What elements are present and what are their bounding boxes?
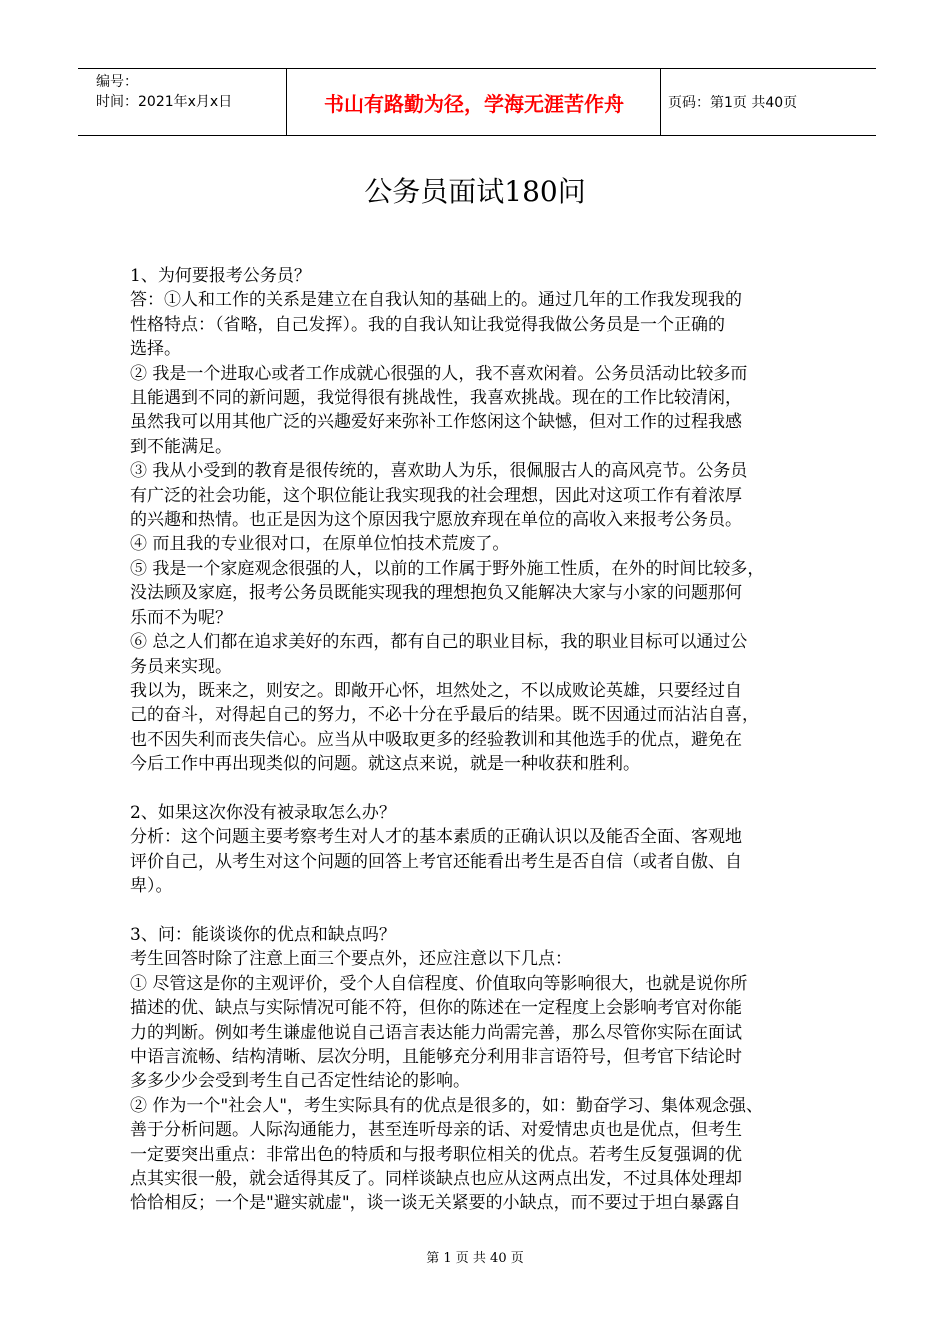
body-line: 选择。 [130,339,181,360]
body-line: 描述的优、缺点与实际情况可能不符，但你的陈述在一定程度上会影响考官对你能 [130,998,742,1019]
document-body [130,264,850,1216]
body-line: 有广泛的社会功能，这个职位能让我实现我的社会理想，因此对这项工作有着浓厚 [130,485,742,506]
body-line: ① 尽管这是你的主观评价，受个人自信程度、价值取向等影响很大，也就是说你所 [130,973,748,994]
page-header [78,68,876,136]
header-motto: 书山有路勤为径，学海无涯苦作舟 [324,91,624,116]
body-line: 恰恰相反；一个是"避实就虚"，谈一谈无关紧要的小缺点，而不要过于坦白暴露自 [130,1193,741,1214]
body-line: 虽然我可以用其他广泛的兴趣爱好来弥补工作悠闲这个缺憾，但对工作的过程我感 [130,412,742,433]
body-line: 考生回答时除了注意上面三个要点外，还应注意以下几点： [130,949,572,970]
body-line: 善于分析问题。人际沟通能力，甚至连听母亲的话、对爱情忠贞也是优点，但考生 [130,1120,742,1141]
header-divider-right [660,68,661,136]
blank-line [130,899,850,923]
body-line: 评价自己，从考生对这个问题的回答上考官还能看出考生是否自信（或者自傲、自 [130,851,742,872]
body-line: 答：①人和工作的关系是建立在自我认知的基础上的。通过几年的工作我发现我的 [130,290,742,311]
number-label: 编号： [96,74,138,90]
page-footer: 第 1 页 共 40 页 [426,1251,524,1266]
body-line: 务员来实现。 [130,656,232,677]
body-line: 中语言流畅、结构清晰、层次分明，且能够充分利用非言语符号，但考官下结论时 [130,1046,742,1067]
body-line: ⑥ 总之人们都在追求美好的东西，都有自己的职业目标，我的职业目标可以通过公 [130,632,748,653]
body-line: 我以为，既来之，则安之。即敞开心怀，坦然处之，不以成败论英雄，只要经过自 [130,680,742,701]
body-line: 3、问：能谈谈你的优点和缺点吗？ [130,924,396,945]
body-line: ② 我是一个进取心或者工作成就心很强的人，我不喜欢闲着。公务员活动比较多而 [130,363,748,384]
body-line: ③ 我从小受到的教育是很传统的，喜欢助人为乐，很佩服古人的高风亮节。公务员 [130,461,748,482]
body-line: 分析：这个问题主要考察考生对人才的基本素质的正确认识以及能否全面、客观地 [130,827,742,848]
body-line: 性格特点：（省略，自己发挥）。我的自我认知让我觉得我做公务员是一个正确的 [130,314,725,335]
body-line: 今后工作中再出现类似的问题。就这点来说，就是一种收获和胜利。 [130,754,640,775]
body-line: 且能遇到不同的新问题，我觉得很有挑战性，我喜欢挑战。现在的工作比较清闲， [130,388,742,409]
body-line: 到不能满足。 [130,436,232,457]
body-line: 多多少少会受到考生自己否定性结论的影响。 [130,1071,470,1092]
time-label: 时间：2021年x月x日 [96,94,233,110]
body-line: 点其实很一般，就会适得其反了。同样谈缺点也应从这两点出发，不过具体处理却 [130,1169,742,1189]
body-line: ② 作为一个"社会人"，考生实际具有的优点是很多的，如：勤奋学习、集体观念强、 [130,1095,764,1116]
header-divider-left [286,68,287,136]
body-line: 1、为何要报考公务员？ [130,266,311,286]
body-line: 一定要突出重点：非常出色的特质和与报考职位相关的优点。若考生反复强调的优 [130,1144,742,1165]
body-line: 没法顾及家庭，报考公务员既能实现我的理想抱负又能解决大家与小家的问题那何 [130,583,742,604]
blank-line [130,777,850,801]
body-line: 的兴趣和热情。也正是因为这个原因我宁愿放弃现在单位的高收入来报考公务员。 [130,510,742,531]
body-line: ④ 而且我的专业很对口，在原单位怕技术荒废了。 [130,534,510,555]
body-line: ⑤ 我是一个家庭观念很强的人，以前的工作属于野外施工性质，在外的时间比较多， [130,558,765,579]
header-page-number: 页码：第1页 共40页 [668,95,798,111]
body-line: 也不因失利而丧失信心。应当从中吸取更多的经验教训和其他选手的优点，避免在 [130,729,742,750]
body-line: 己的奋斗，对得起自己的努力，不必十分在乎最后的结果。既不因通过而沾沾自喜， [130,705,759,726]
body-line: 力的判断。例如考生谦虚他说自己语言表达能力尚需完善，那么尽管你实际在面试 [130,1022,742,1043]
body-line: 乐而不为呢？ [130,607,232,628]
document-title: 公务员面试180问 [364,175,586,208]
body-line: 卑）。 [130,876,173,897]
body-line: 2、如果这次你没有被录取怎么办？ [130,802,396,823]
header-meta [96,72,232,112]
